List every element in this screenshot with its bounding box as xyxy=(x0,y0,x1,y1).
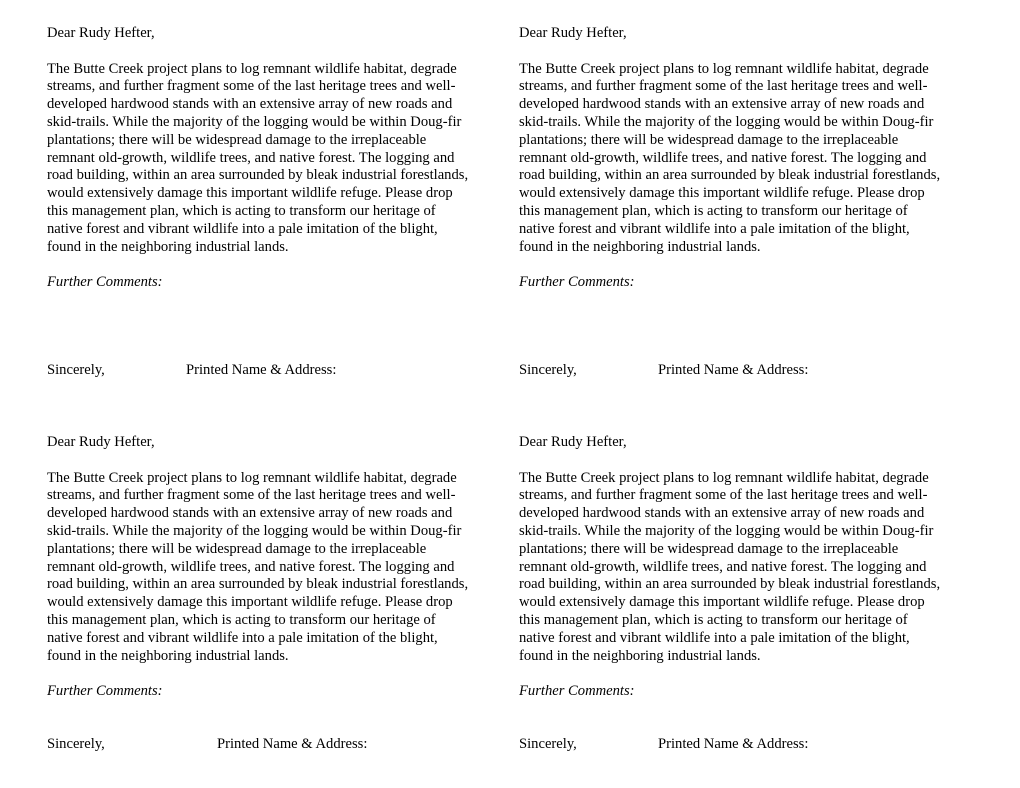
body-line: would extensively damage this important wildlife refuge. Please drop xyxy=(519,185,925,202)
sincerely-label: Sincerely, xyxy=(519,736,577,752)
body-line: plantations; there will be widespread damage to the irreplaceable xyxy=(519,131,899,148)
body-line: road building, within an area surrounded by bleak industrial forestlands, xyxy=(47,167,469,184)
body-line: plantations; there will be widespread damage to the irreplaceable xyxy=(47,540,427,557)
letter-card-top-left xyxy=(47,25,502,378)
body-line: developed hardwood stands with an extensive array of new roads and xyxy=(47,96,453,113)
body-line: streams, and further fragment some of the last heritage trees and well- xyxy=(47,487,456,504)
body-line: developed hardwood stands with an extensive array of new roads and xyxy=(47,505,453,522)
body-line: native forest and vibrant wildlife into a pale imitation of the blight, xyxy=(519,629,910,646)
body-line: this management plan, which is acting to transform our heritage of xyxy=(519,202,908,219)
body-line: remnant old-growth, wildlife trees, and native forest. The logging and xyxy=(519,558,927,575)
letter-body xyxy=(519,470,974,666)
body-line: remnant old-growth, wildlife trees, and native forest. The logging and xyxy=(519,149,927,166)
letter-body xyxy=(519,61,974,257)
further-comments-label: Further Comments: xyxy=(519,274,635,291)
letter-card-bottom-right xyxy=(519,434,974,752)
letter-card-top-right xyxy=(519,25,974,378)
body-line: The Butte Creek project plans to log remnant wildlife habitat, degrade xyxy=(519,469,929,486)
printed-name-label: Printed Name & Address: xyxy=(658,362,809,378)
salutation: Dear Rudy Hefter, xyxy=(519,25,627,41)
body-line: skid-trails. While the majority of the logging would be within Doug-fir xyxy=(47,113,462,130)
sincerely-label: Sincerely, xyxy=(47,736,105,752)
body-line: native forest and vibrant wildlife into a pale imitation of the blight, xyxy=(47,629,438,646)
further-comments-label: Further Comments: xyxy=(47,274,163,291)
salutation: Dear Rudy Hefter, xyxy=(47,434,155,450)
printed-name-label: Printed Name & Address: xyxy=(658,736,809,752)
body-line: streams, and further fragment some of the last heritage trees and well- xyxy=(519,78,928,95)
printed-name-label: Printed Name & Address: xyxy=(217,736,368,752)
body-line: remnant old-growth, wildlife trees, and native forest. The logging and xyxy=(47,558,455,575)
body-line: this management plan, which is acting to transform our heritage of xyxy=(47,202,436,219)
letter-card-bottom-left xyxy=(47,434,502,752)
body-line: found in the neighboring industrial lands. xyxy=(47,238,289,255)
body-line: developed hardwood stands with an extensive array of new roads and xyxy=(519,96,925,113)
body-line: streams, and further fragment some of the last heritage trees and well- xyxy=(519,487,928,504)
body-line: streams, and further fragment some of the last heritage trees and well- xyxy=(47,78,456,95)
body-line: skid-trails. While the majority of the logging would be within Doug-fir xyxy=(47,522,462,539)
body-line: would extensively damage this important wildlife refuge. Please drop xyxy=(47,594,453,611)
body-line: remnant old-growth, wildlife trees, and native forest. The logging and xyxy=(47,149,455,166)
sincerely-label: Sincerely, xyxy=(47,362,105,378)
body-line: native forest and vibrant wildlife into a pale imitation of the blight, xyxy=(519,220,910,237)
further-comments-label: Further Comments: xyxy=(47,683,163,700)
body-line: would extensively damage this important wildlife refuge. Please drop xyxy=(519,594,925,611)
printed-name-label: Printed Name & Address: xyxy=(186,362,337,378)
body-line: plantations; there will be widespread damage to the irreplaceable xyxy=(519,540,899,557)
body-line: found in the neighboring industrial lands. xyxy=(47,647,289,664)
salutation: Dear Rudy Hefter, xyxy=(47,25,155,41)
body-line: The Butte Creek project plans to log remnant wildlife habitat, degrade xyxy=(47,60,457,77)
body-line: would extensively damage this important wildlife refuge. Please drop xyxy=(47,185,453,202)
body-line: developed hardwood stands with an extensive array of new roads and xyxy=(519,505,925,522)
body-line: skid-trails. While the majority of the logging would be within Doug-fir xyxy=(519,522,934,539)
salutation: Dear Rudy Hefter, xyxy=(519,434,627,450)
body-line: this management plan, which is acting to transform our heritage of xyxy=(519,611,908,628)
body-line: The Butte Creek project plans to log remnant wildlife habitat, degrade xyxy=(519,60,929,77)
body-line: native forest and vibrant wildlife into a pale imitation of the blight, xyxy=(47,220,438,237)
letter-body xyxy=(47,61,502,257)
letter-body xyxy=(47,470,502,666)
body-line: road building, within an area surrounded by bleak industrial forestlands, xyxy=(519,167,941,184)
body-line: this management plan, which is acting to transform our heritage of xyxy=(47,611,436,628)
body-line: plantations; there will be widespread damage to the irreplaceable xyxy=(47,131,427,148)
further-comments-label: Further Comments: xyxy=(519,683,635,700)
sincerely-label: Sincerely, xyxy=(519,362,577,378)
body-line: The Butte Creek project plans to log remnant wildlife habitat, degrade xyxy=(47,469,457,486)
body-line: road building, within an area surrounded by bleak industrial forestlands, xyxy=(519,576,941,593)
body-line: found in the neighboring industrial lands. xyxy=(519,238,761,255)
body-line: found in the neighboring industrial lands. xyxy=(519,647,761,664)
body-line: skid-trails. While the majority of the logging would be within Doug-fir xyxy=(519,113,934,130)
body-line: road building, within an area surrounded by bleak industrial forestlands, xyxy=(47,576,469,593)
